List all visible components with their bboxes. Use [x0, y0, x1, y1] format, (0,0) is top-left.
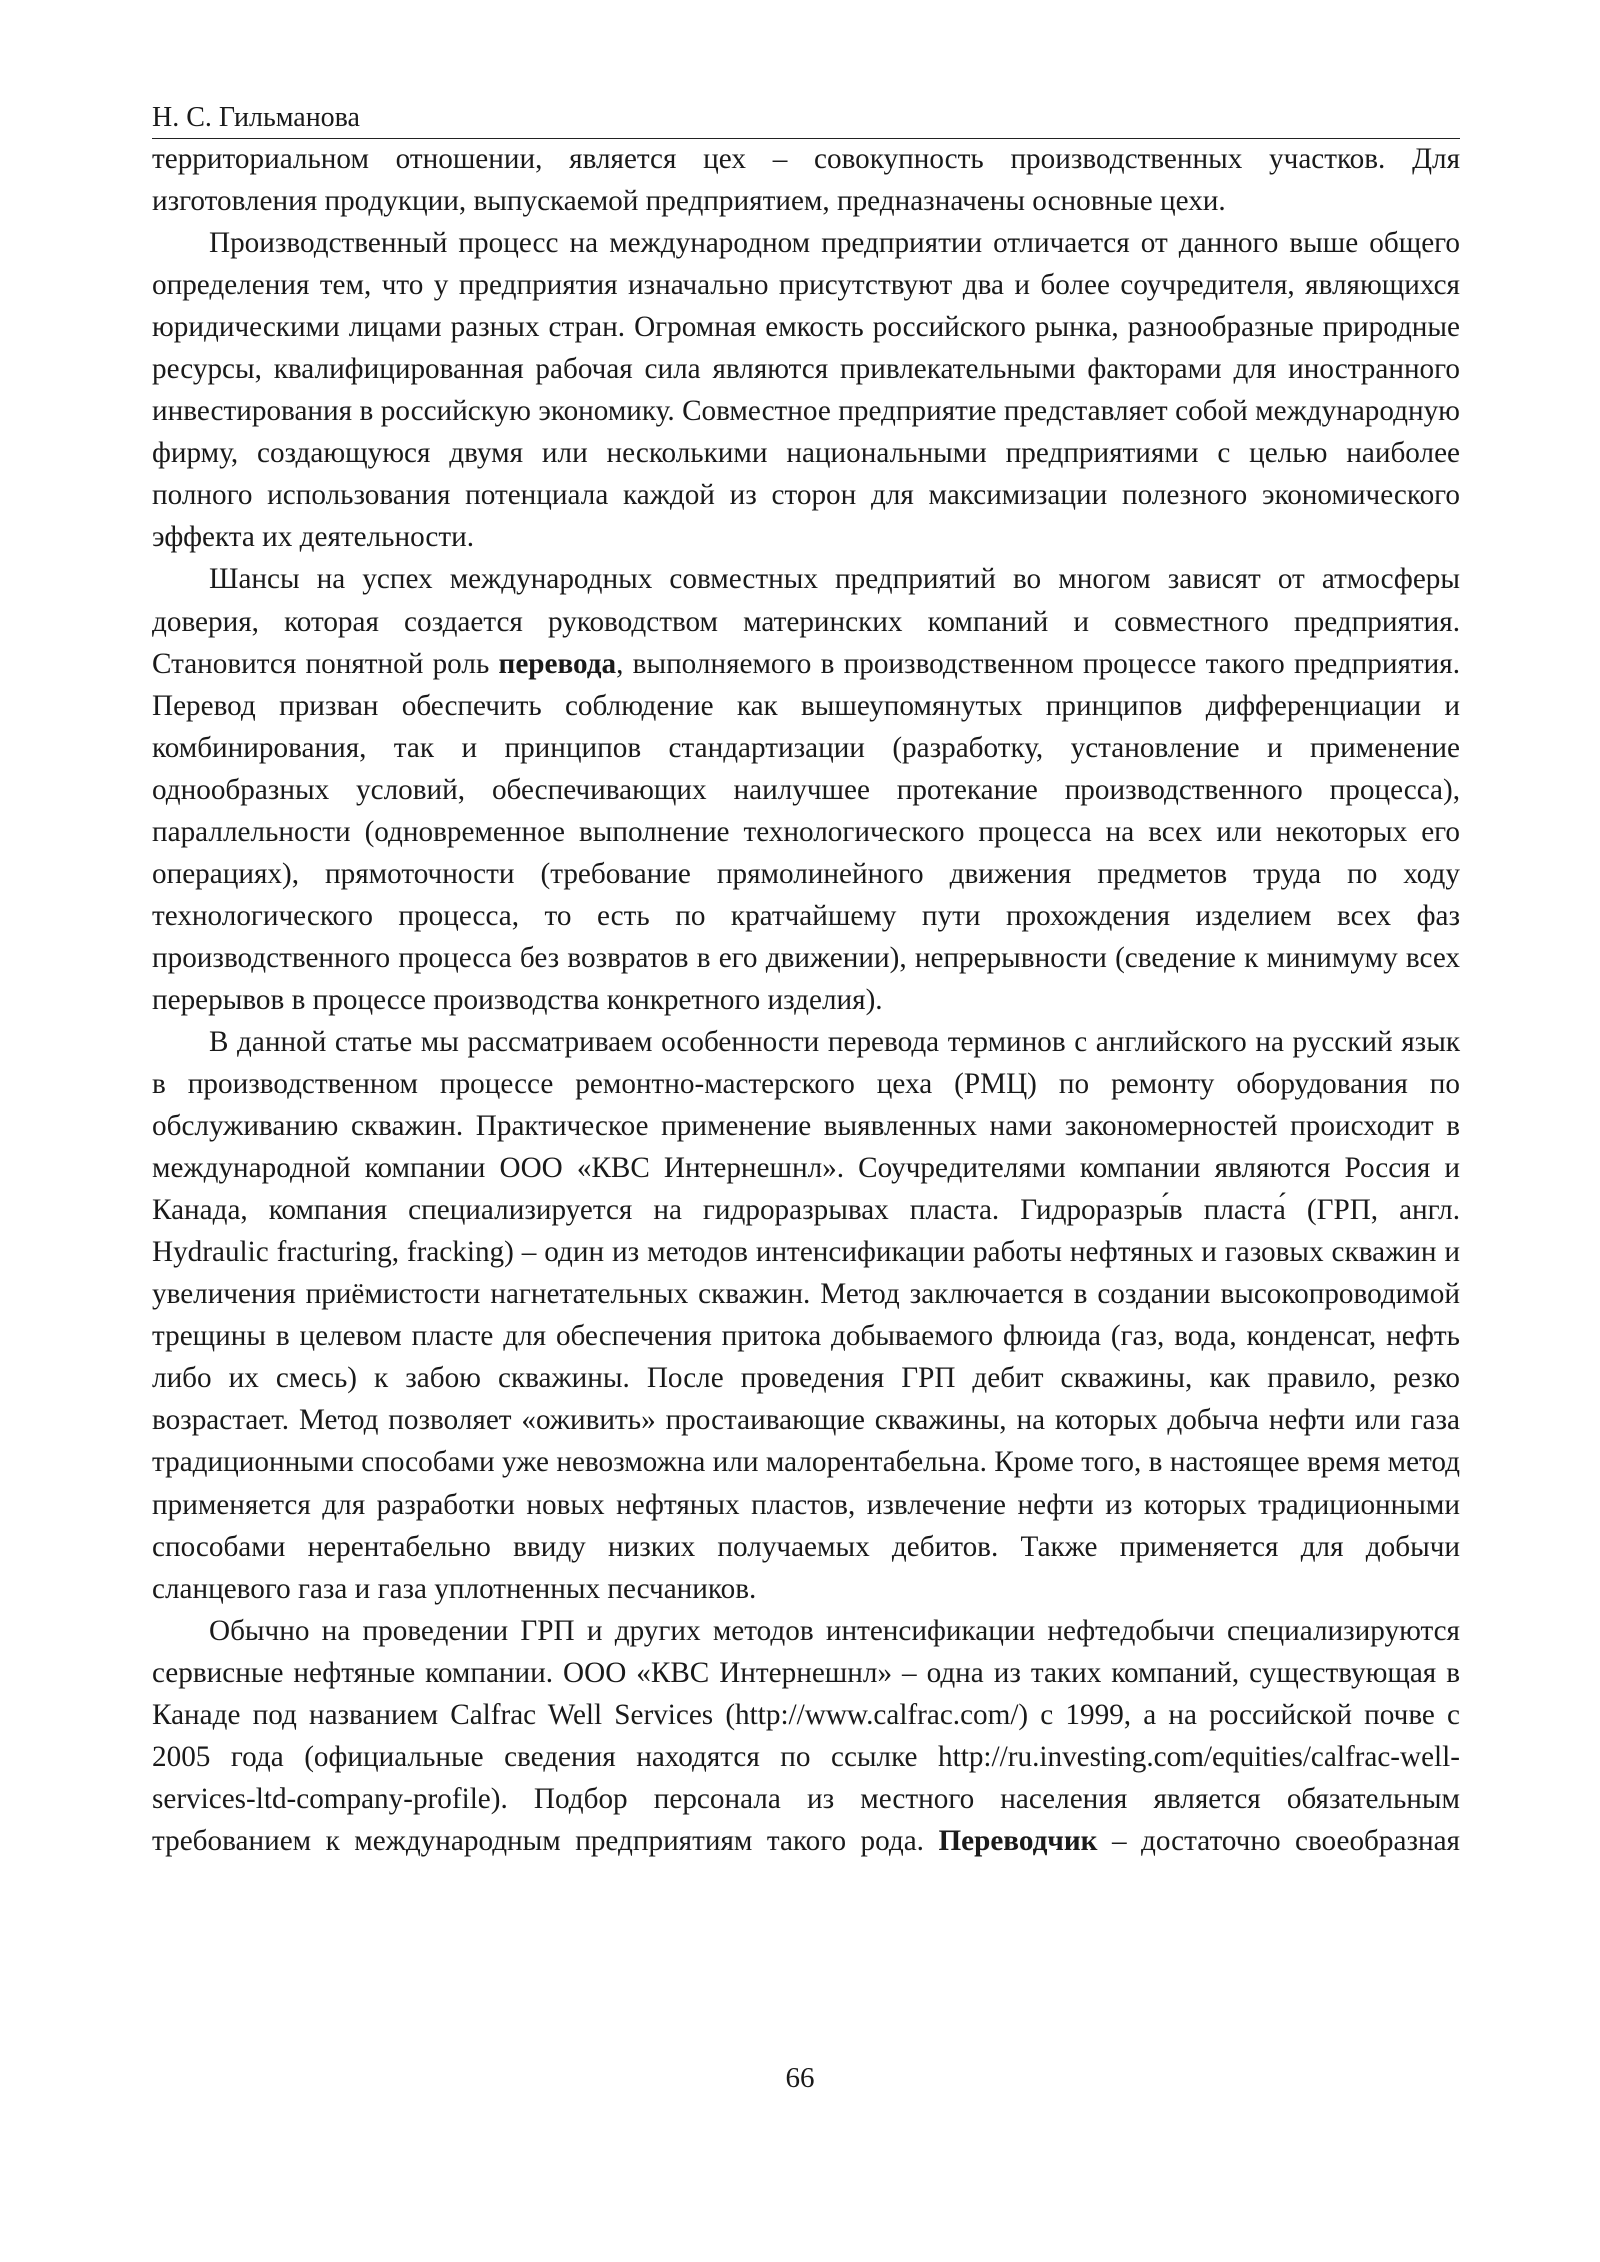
paragraph-3-text-b: , выполняемого в производственном процессе такого предприятия. Перевод призван обеспечить соблюдение как вышеупомянутых принципов дифференциации и комбинирования, так и принципов стандартизации (разработку, установление и применение однообразных условий, обеспечивающих наилучшее протекание производственного процесса), параллельности (одновременное выполнение технологического процесса на всех или некоторых его операциях), прямоточности (требование прямолинейного движения предметов труда по ходу технологического процесса, то есть по кратчайшему пути прохождения изделием всех фаз производственного процесса без возвратов в его движении), непрерывности (сведение к минимуму всех перерывов в процессе производства конкретного изделия).: [152, 647, 1460, 1016]
paragraph-2: Производственный процесс на международном предприятии отличается от данного выше общего определения тем, что у предприятия изначально присутствуют два и более соучредителя, являющихся юридическими лицами разных стран. Огромная емкость российского рынка, разнообразные природные ресурсы, квалифицированная рабочая сила являются привлекательными факторами для иностранного инвестирования в российскую экономику. Совместное предприятие представляет собой международную фирму, создающуюся двумя или несколькими национальными предприятиями с целью наиболее полного использования потенциала каждой из сторон для максимизации полезного экономического эффекта их деятельности.: [152, 227, 1460, 554]
paragraph-3-text-a: Шансы на успех международных совместных предприятий во многом зависят от атмосферы доверия, которая создается руководством материнских компаний и совместного предприятия. Становится понятной роль: [152, 563, 1460, 680]
article-body: [152, 138, 1460, 1862]
running-head: [152, 98, 1460, 139]
paragraph-4: В данной статье мы рассматриваем особенности перевода терминов с английского на русский язык в производственном процессе ремонтно-мастерского цеха (РМЦ) по ремонту оборудования по обслуживанию скважин. Практическое применение выявленных нами закономерностей происходит в международной компании ООО «КВС Интернешнл». Соучредителями компании являются Россия и Канада, компания специализируется на гидроразрывах пласта. Гидроразры́в пласта́ (ГРП, англ. Hydraulic fracturing, fracking) – один из методов интенсификации работы нефтяных и газовых скважин и увеличения приёмистости нагнетательных скважин. Метод заключается в создании высокопроводимой трещины в целевом пласте для обеспечения притока добываемого флюида (газ, вода, конденсат, нефть либо их смесь) к забою скважины. После проведения ГРП дебит скважины, как правило, резко возрастает. Метод позволяет «оживить» простаивающие скважины, на которых добыча нефти или газа традиционными способами уже невозможна или малорентабельна. Кроме того, в настоящее время метод применяется для разработки новых нефтяных пластов, извлечение нефти из которых традиционными способами нерентабельно ввиду низких получаемых дебитов. Также применяется для добычи сланцевого газа и газа уплотненных песчаников.: [152, 1025, 1460, 1605]
paragraph-1: территориальном отношении, является цех – совокупность производственных участков. Для изготовления продукции, выпускаемой предприятием, предназначены основные цехи.: [152, 143, 1460, 218]
page-number: 66: [785, 2062, 815, 2094]
paragraph-5-text-b: – достаточно своеобразная: [1097, 1824, 1460, 1857]
paragraph-5: [152, 1610, 1460, 1862]
term-perevodchik: Переводчик: [938, 1824, 1098, 1857]
term-perevod: перевода: [498, 647, 617, 680]
paragraph-3: [152, 558, 1460, 1021]
author-name: Н. С. Гильманова: [152, 102, 360, 133]
paragraph-5-text-a: Обычно на проведении ГРП и других методов интенсификации нефтедобычи специализируются сервисные нефтяные компании. ООО «КВС Интернешнл» – одна из таких компаний, существующая в Канаде под названием Calfrac Well Services (http://www.calfrac.com/) с 1999, а на российской почве с 2005 года (официальные сведения находятся по ссылке http://ru.investing.com/equities/calfrac-well-services-ltd-company-profile). Подбор персонала из местного населения является обязательным требованием к международным предприятиям такого рода.: [152, 1614, 1460, 1857]
